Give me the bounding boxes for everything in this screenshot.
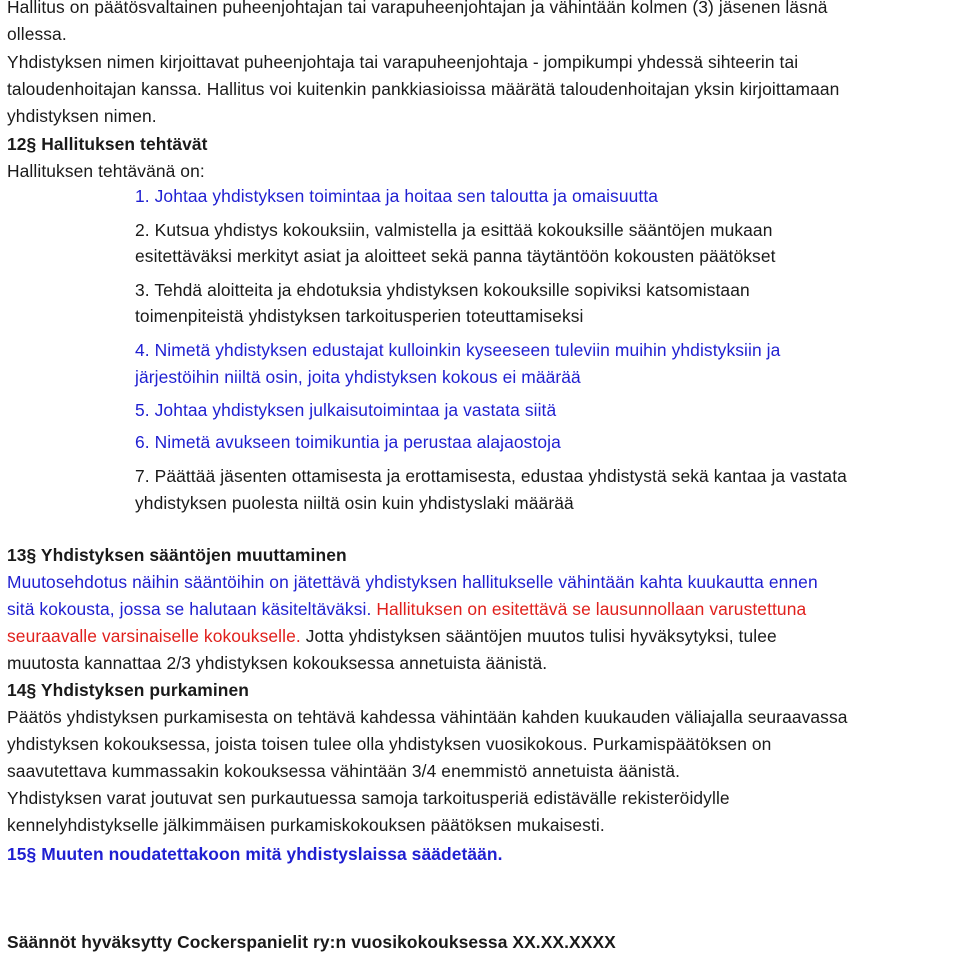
task-item-7-cont: yhdistyksen puolesta niiltä osin kuin yhdistyslaki määrää [135,493,574,513]
section-14-line: Yhdistyksen varat joutuvat sen purkautuessa samoja tarkoitusperiä edistävälle rekisteröidylle [7,788,730,808]
footer-approval: Säännöt hyväksytty Cockerspanielit ry:n vuosikokouksessa XX.XX.XXXX [7,932,616,952]
task-item-4: 4. Nimetä yhdistyksen edustajat kulloinkin kyseeseen tuleviin muihin yhdistyksiin ja [135,340,781,360]
section-13-line: Muutosehdotus näihin sääntöihin on jätettävä yhdistyksen hallitukselle vähintään kahta kuukautta ennen [7,572,818,592]
section-13-heading: 13§ Yhdistyksen sääntöjen muuttaminen [7,545,347,565]
section-13-red-text: Hallituksen on esitettävä se lausunnollaan varustettuna [371,599,807,619]
section-13-line [7,597,806,621]
section-12-lead: Hallituksen tehtävänä on: [7,161,205,181]
section-15-heading: 15§ Muuten noudatettakoon mitä yhdistyslaissa säädetään. [7,844,503,864]
intro-line: Hallitus on päätösvaltainen puheenjohtajan tai varapuheenjohtajan ja vähintään kolmen (3) jäsenen läsnä [7,0,828,17]
intro-line: taloudenhoitajan kanssa. Hallitus voi kuitenkin pankkiasioissa määrätä taloudenhoitajan yksin kirjoittamaan [7,79,840,99]
intro-line: ollessa. [7,24,67,44]
section-13-blue-text: sitä kokousta, jossa se halutaan käsiteltäväksi. [7,599,372,619]
task-item-6: 6. Nimetä avukseen toimikuntia ja perustaa alajaostoja [135,432,561,452]
task-item-5: 5. Johtaa yhdistyksen julkaisutoimintaa ja vastata siitä [135,400,557,420]
task-item-1: 1. Johtaa yhdistyksen toimintaa ja hoitaa sen taloutta ja omaisuutta [135,186,659,206]
task-item-3-cont: toimenpiteistä yhdistyksen tarkoitusperien toteuttamiseksi [135,306,584,326]
section-12-heading: 12§ Hallituksen tehtävät [7,134,208,154]
section-13-line [7,624,777,648]
task-item-7: 7. Päättää jäsenten ottamisesta ja erottamisesta, edustaa yhdistystä sekä kantaa ja vastata [135,466,847,486]
section-13-red-text: seuraavalle varsinaiselle kokoukselle. [7,626,301,646]
intro-line: Yhdistyksen nimen kirjoittavat puheenjohtaja tai varapuheenjohtaja - jompikumpi yhdessä sihteerin tai [7,52,799,72]
section-13-line: muutosta kannattaa 2/3 yhdistyksen kokouksessa annetuista äänistä. [7,653,548,673]
task-item-2: 2. Kutsua yhdistys kokouksiin, valmistella ja esittää kokouksille sääntöjen mukaan [135,220,773,240]
section-13-plain-text: Jotta yhdistyksen sääntöjen muutos tulisi hyväksytyksi, tulee [300,626,777,646]
task-item-2-cont: esitettäväksi merkityt asiat ja aloitteet sekä panna täytäntöön kokousten päätökset [135,246,776,266]
section-14-line: kennelyhdistykselle jälkimmäisen purkamiskokouksen päätöksen mukaisesti. [7,815,605,835]
task-item-4-cont: järjestöihin niiltä osin, joita yhdistyksen kokous ei määrää [135,367,581,387]
task-item-3: 3. Tehdä aloitteita ja ehdotuksia yhdistyksen kokouksille sopiviksi katsomistaan [135,280,750,300]
intro-line: yhdistyksen nimen. [7,106,157,126]
section-14-heading: 14§ Yhdistyksen purkaminen [7,680,249,700]
section-14-line: saavutettava kummassakin kokouksessa vähintään 3/4 enemmistö annetuista äänistä. [7,761,681,781]
section-14-line: yhdistyksen kokouksessa, joista toisen tulee olla yhdistyksen vuosikokous. Purkamispäätöksen on [7,734,772,754]
section-14-line: Päätös yhdistyksen purkamisesta on tehtävä kahdessa vähintään kahden kuukauden väliajalla seuraavassa [7,707,848,727]
